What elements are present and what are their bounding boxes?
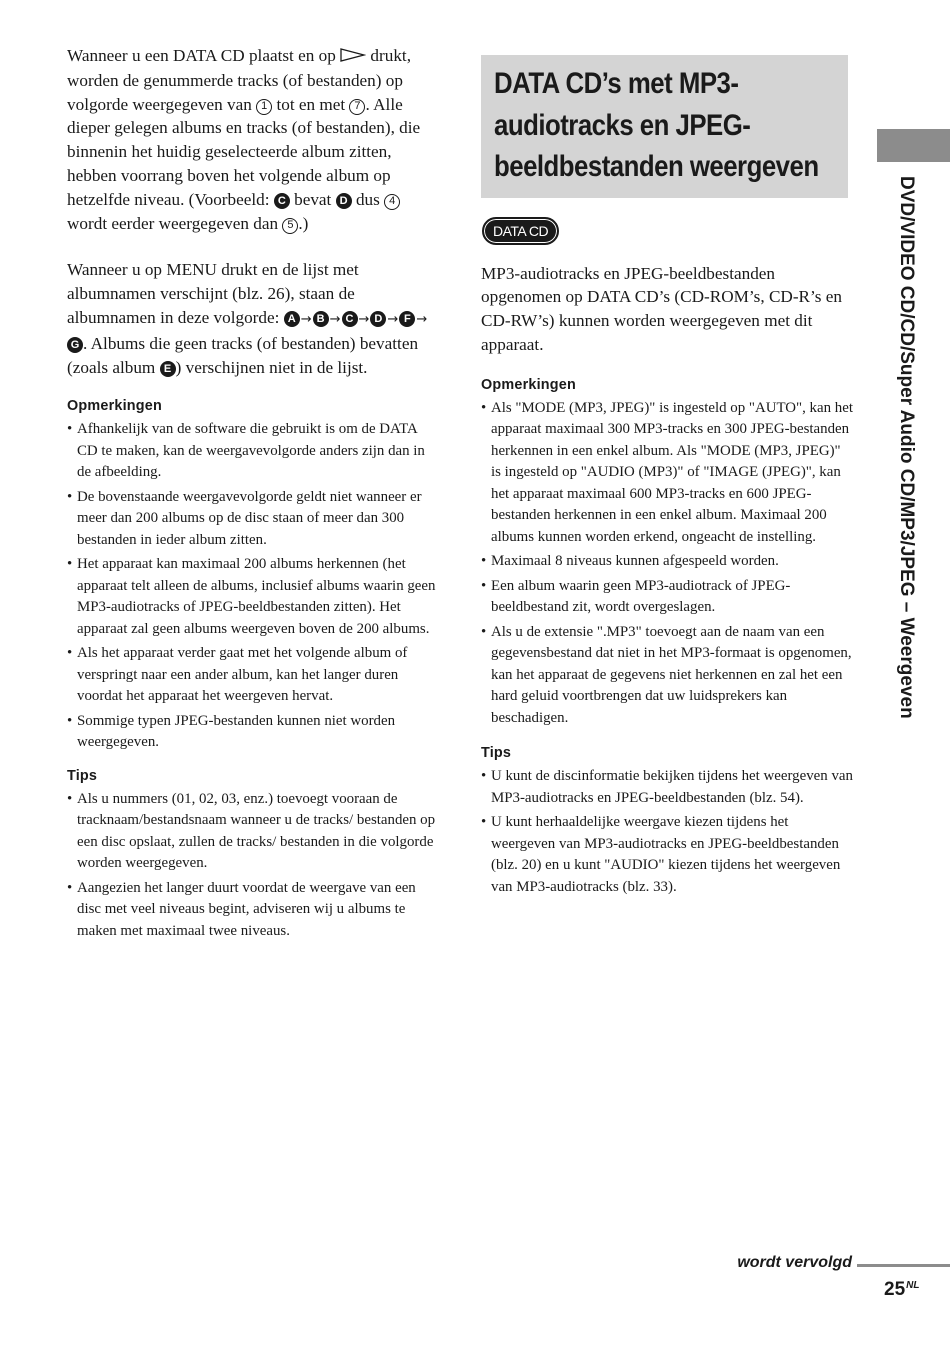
section-title-box [481, 55, 848, 198]
arrow-right-icon: → [416, 311, 428, 327]
text: . Alle dieper gelegen albums en tracks (of bestanden), die binnenin het huidig geselecteerde album zitten, hebben voorrang boven het volgende album op hetzelfde niveau. (Voorbeeld: [67, 94, 421, 209]
circled-letter-a: A [284, 311, 300, 327]
list-item: • Sommige typen JPEG-bestanden kunnen niet worden weergegeven. [67, 711, 439, 754]
text: .) [298, 213, 309, 233]
tips-list [67, 789, 439, 943]
list-item: • Het apparaat kan maximaal 200 albums herkennen (het apparaat telt alleen de albums, inclusief albums waarin geen MP3-audiotracks of JPEG-beeldbestanden zitten). Het apparaat zal geen albums weergeven boven de 200 albums. [67, 554, 439, 640]
tips-heading: Tips [481, 745, 512, 762]
text: dus [355, 189, 380, 209]
circled-letter-g: G [67, 337, 83, 353]
footer-rule [857, 1264, 950, 1267]
left-column [67, 44, 439, 945]
notes-list [67, 419, 439, 754]
list-item: • Als u de extensie ".MP3" toevoegt aan de naam van een gegevensbestand dat niet in het MP3-formaat is opgenomen, kan het apparaat de gegevens niet herkennen en zal het een hard geluid voortbrengen dat uw luidsprekers kan beschadigen. [481, 622, 853, 730]
list-item: • Maximaal 8 niveaus kunnen afgespeeld worden. [481, 551, 853, 573]
circled-number-4: 4 [384, 194, 400, 210]
circled-number-1: 1 [256, 99, 272, 115]
circled-number-7: 7 [349, 99, 365, 115]
chapter-tab-marker [877, 129, 950, 162]
text: tot en met [276, 94, 346, 114]
play-triangle-icon [340, 45, 366, 69]
page-number-value: 25 [884, 1279, 906, 1300]
text: Wanneer u op MENU drukt en de lijst met albumnamen verschijnt (blz. 26), staan de albumnamen in deze volgorde: [67, 260, 359, 327]
arrow-right-icon: → [387, 311, 399, 327]
right-column [481, 55, 853, 901]
circled-letter-d: D [370, 311, 386, 327]
list-item: • Aangezien het langer duurt voordat de weergave van een disc met veel niveaus begint, adviseren wij u albums te maken met maximaal twee niveaus. [67, 878, 439, 943]
arrow-right-icon: → [358, 311, 370, 327]
list-item: • Als u nummers (01, 02, 03, enz.) toevoegt vooraan de tracknaam/bestandsnaam wanneer u de tracks/ bestanden op een disc opslaat, zullen de tracks/ bestanden in die volgorde worden weergegeven. [67, 789, 439, 875]
text: ) verschijnen niet in de lijst. [175, 357, 368, 377]
continued-label: wordt vervolgd [737, 1254, 852, 1271]
tips-heading: Tips [67, 767, 98, 784]
data-cd-badge-icon: DATA CD [482, 217, 559, 245]
list-item: • De bovenstaande weergavevolgorde geldt niet wanneer er meer dan 200 albums op de disc staan of meer dan 300 bestanden in ieder album zitten. [67, 487, 439, 552]
circled-letter-b: B [313, 311, 329, 327]
list-item: • Als het apparaat verder gaat met het volgende album of verspringt naar een ander album, kan het langer duren voordat het apparaat het weergeven hervat. [67, 643, 439, 708]
arrow-right-icon: → [329, 311, 341, 327]
circled-letter-e: E [160, 361, 176, 377]
text: . Albums die geen tracks (of bestanden) bevatten (zoals album [67, 333, 419, 377]
text: wordt eerder weergegeven dan [67, 213, 279, 233]
section-title: DATA CD’s met MP3-audiotracks en JPEG-beeldbestanden weergeven [494, 67, 819, 183]
list-item: • Afhankelijk van de software die gebruikt is om de DATA CD te maken, kan de weergavevolgorde anders zijn dan in de afbeelding. [67, 419, 439, 484]
notes-list [481, 398, 853, 730]
text: bevat [294, 189, 332, 209]
notes-heading: Opmerkingen [481, 376, 576, 393]
circled-letter-d: D [336, 193, 352, 209]
list-item: • Een album waarin geen MP3-audiotrack of JPEG-beeldbestand zit, wordt overgeslagen. [481, 576, 853, 619]
intro-paragraph: MP3-audiotracks en JPEG-beeldbestanden opgenomen op DATA CD’s (CD-ROM’s, CD-R’s en CD-RW’s) kunnen worden weergegeven met dit apparaat. [481, 263, 842, 354]
list-item: • U kunt herhaaldelijke weergave kiezen tijdens het weergeven van MP3-audiotracks en JPEG-beeldbestanden (blz. 20) en u kunt "AUDIO" kiezen tijdens het weergeven van MP3-audiotracks (blz. 33). [481, 812, 853, 898]
text: drukt, worden de genummerde tracks (of bestanden) op volgorde weergegeven van [67, 46, 411, 114]
list-item: • Als "MODE (MP3, JPEG)" is ingesteld op "AUTO", kan het apparaat maximaal 300 MP3-tracks en 300 JPEG-bestanden herkennen in een enkel album. Als "MODE (MP3, JPEG)" is ingesteld op "AUDIO (MP3)" of "IMAGE (JPEG)", kan het apparaat maximaal 600 MP3-tracks en 600 JPEG-bestanden herkennen in een enkel album. Maximaal 200 albums kunnen worden erkend, ongeacht de instelling. [481, 398, 853, 549]
paragraph-play-order [67, 44, 439, 235]
text: Wanneer u een DATA CD plaatst en op [67, 46, 336, 65]
circled-letter-c: C [274, 193, 290, 209]
circled-letter-c: C [342, 311, 358, 327]
list-item: • U kunt de discinformatie bekijken tijdens het weergeven van MP3-audiotracks en JPEG-beeldbestanden (blz. 54). [481, 766, 853, 809]
notes-heading: Opmerkingen [67, 398, 162, 415]
circled-number-5: 5 [282, 218, 298, 234]
arrow-right-icon: → [300, 311, 312, 327]
page-number [884, 1279, 919, 1301]
circled-letter-f: F [399, 311, 415, 327]
paragraph-album-order [67, 258, 439, 379]
chapter-side-label: DVD/VIDEO CD/CD/Super Audio CD/MP3/JPEG – Weergeven [896, 176, 917, 719]
language-code: NL [906, 1280, 920, 1291]
tips-list [481, 766, 853, 898]
